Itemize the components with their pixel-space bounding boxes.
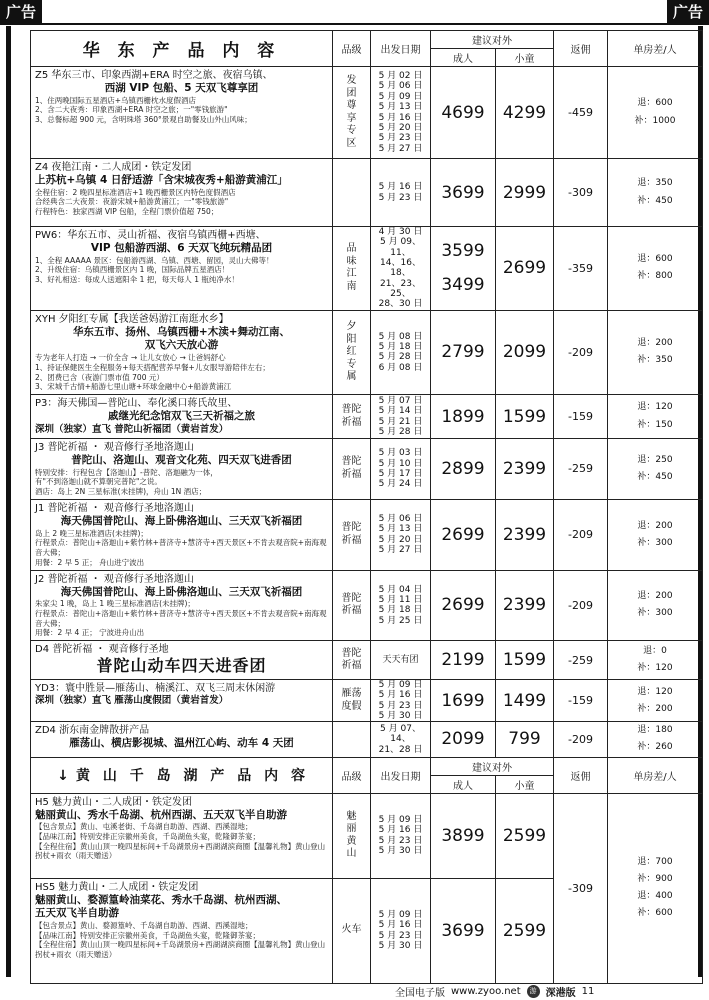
product-description <box>31 878 333 983</box>
ad-label-left: 广告 <box>0 0 42 24</box>
product-code-line: H5 魅力黄山・二人成团・铁定发团 <box>35 796 193 808</box>
rebate-value: -459 <box>554 67 608 159</box>
product-note: 2、团费已含（夜游门票市值 700 元） <box>35 372 164 382</box>
product-level <box>333 722 371 757</box>
product-note: 【品味江南】特别安排正宗徽州美食，千岛湖鱼头宴，乾隆御茶宴； <box>35 930 260 940</box>
product-row <box>31 499 703 570</box>
adult-price: 1699 <box>431 679 496 721</box>
product-note: 全程住宿：2 晚四星标准酒店+1 晚西栅景区内特色度假酒店 <box>35 187 236 197</box>
adult-price: 2899 <box>431 439 496 500</box>
product-code-line: J1 普陀祈福 ・ 观音修行圣地洛迦山 <box>35 502 194 514</box>
rebate-value: -259 <box>554 439 608 500</box>
product-title-line: 深圳（独家）直飞 雁荡山度假团（黄岩首发） <box>35 694 229 706</box>
product-note: 岛上 2 晚三星标准酒店(未挂牌)； <box>35 528 148 538</box>
product-row <box>31 395 703 439</box>
adult-price: 3699 <box>431 159 496 227</box>
child-price: 2599 <box>496 878 554 983</box>
single-supplement: 退：700 补：900 退：400 补：600 <box>608 793 703 983</box>
down-arrow-icon: ↓ <box>57 768 73 785</box>
product-note: 【品味江南】特别安排正宗徽州美食，千岛湖鱼头宴，乾隆御茶宴； <box>35 831 260 841</box>
departure-dates: 5 月 04 日 5 月 11 日 5 月 18 日 5 月 25 日 <box>371 570 431 641</box>
product-note: 【包含景点】黄山、屯溪老街、千岛湖自助游、西湖、西溪湿地； <box>35 822 253 832</box>
page-number: 11 <box>581 986 595 997</box>
product-description <box>31 67 333 159</box>
footer-region: 深港版 <box>545 988 576 999</box>
departure-dates: 5 月 16 日 5 月 23 日 <box>371 159 431 227</box>
adult-price: 2699 <box>431 570 496 641</box>
product-row <box>31 793 703 878</box>
product-description <box>31 679 333 721</box>
rebate-value: -159 <box>554 395 608 439</box>
left-margin-bar <box>6 26 11 977</box>
product-title-line: 戚继光纪念馆双飞三天祈福之旅 <box>108 410 255 423</box>
product-description <box>31 159 333 227</box>
adult-price: 2099 <box>431 722 496 757</box>
product-table <box>30 30 703 984</box>
product-note: 有"不到洛迦山就不算朝完普陀"之说。 <box>35 477 162 487</box>
product-row <box>31 641 703 680</box>
product-level: 雁荡 度假 <box>333 679 371 721</box>
single-supplement: 退：200 补：350 <box>608 310 703 394</box>
product-note: 行程特色：独家西湖 VIP 包船，全程门票价值超 750； <box>35 207 219 217</box>
product-row <box>31 570 703 641</box>
product-note: 1、住两晚国际五星酒店+乌镇西栅枕水度假酒店 <box>35 95 197 105</box>
adult-price: 3699 <box>431 878 496 983</box>
departure-dates: 5 月 09 日 5 月 16 日 5 月 23 日 5 月 30 日 <box>371 793 431 878</box>
product-title-line: 雁荡山、横店影视城、温州江心屿、动车 4 天团 <box>69 737 294 750</box>
child-price: 2399 <box>496 570 554 641</box>
product-code-line: XYH 夕阳红专属【我送爸妈游江南逛水乡】 <box>35 313 229 325</box>
product-title-line: 西湖 VIP 包船、5 天双飞尊享团 <box>104 82 259 94</box>
adult-price-value: 3599 <box>441 241 485 262</box>
product-row <box>31 439 703 500</box>
product-title-line: 魅丽黄山、秀水千岛湖、杭州西湖、五天双飞半自助游 <box>35 808 287 821</box>
product-level: 普陀 祈福 <box>333 570 371 641</box>
header-rebate: 返佣 <box>554 757 608 793</box>
product-row <box>31 227 703 311</box>
product-description <box>31 310 333 394</box>
product-note: 3、总餐标超 900 元，含明珠塔 360°景观自助餐及山外山风味； <box>35 115 252 125</box>
header-single-supplement: 单房差/人 <box>608 757 703 793</box>
section-title-huadong: 华 东 产 品 内 容 <box>31 31 333 67</box>
single-supplement: 退：120 补：150 <box>608 395 703 439</box>
product-code-line: YD3：寰中胜景—雁荡山、楠溪江、双飞三周末休闲游 <box>35 682 276 694</box>
child-price: 2099 <box>496 310 554 394</box>
header-single-supplement: 单房差/人 <box>608 31 703 67</box>
rebate-value: -259 <box>554 641 608 680</box>
product-level: 普陀 祈福 <box>333 641 371 680</box>
product-row <box>31 722 703 757</box>
product-row <box>31 679 703 721</box>
product-note: 3、好礼相送：每成人送遮阳伞 1 把，每天每人 1 瓶纯净水！ <box>35 275 239 285</box>
header-adult: 成人 <box>431 775 496 793</box>
rebate-value: -309 <box>554 793 608 983</box>
product-level: 魅 丽 黄 山 <box>333 793 371 878</box>
product-code-line: J3 普陀祈福 ・ 观音修行圣地洛迦山 <box>35 442 194 454</box>
adult-price: 1899 <box>431 395 496 439</box>
departure-dates: 5 月 07 日 5 月 14 日 5 月 21 日 5 月 28 日 <box>371 395 431 439</box>
product-level: 火车 <box>333 878 371 983</box>
adult-price: 2699 <box>431 499 496 570</box>
product-description <box>31 793 333 878</box>
product-note: 特别安排：行程包含【洛迦山】-普陀、洛迦融为一体， <box>35 467 218 477</box>
product-title-line: 上苏杭+乌镇 4 日舒适游「含宋城夜秀+船游黄浦江」 <box>35 174 288 186</box>
departure-dates: 5 月 08 日 5 月 18 日 5 月 28 日 6 月 08 日 <box>371 310 431 394</box>
rebate-value: -209 <box>554 722 608 757</box>
product-code-line: J2 普陀祈福 ・ 观音修行圣地洛迦山 <box>35 573 194 585</box>
child-price: 4299 <box>496 67 554 159</box>
child-price: 2699 <box>496 227 554 311</box>
product-title-line: 普陀山动车四天进香团 <box>96 656 267 676</box>
departure-dates: 5 月 03 日 5 月 10 日 5 月 17 日 5 月 24 日 <box>371 439 431 500</box>
product-description <box>31 722 333 757</box>
rebate-value: -209 <box>554 499 608 570</box>
header-child: 小童 <box>496 775 554 793</box>
product-level: 普陀 祈福 <box>333 499 371 570</box>
product-note: 用餐：2 早 5 正； 舟山进宁波出 <box>35 557 145 567</box>
product-description <box>31 499 333 570</box>
top-rule <box>0 23 709 25</box>
product-code-line: HS5 魅力黄山・二人成团・铁定发团 <box>35 881 199 893</box>
single-supplement: 退：600 补：800 <box>608 227 703 311</box>
product-title-line: 华东五市、扬州、乌镇西栅+木渎+舞动江南、 <box>72 325 291 338</box>
product-note: 用餐：2 早 4 正； 宁波进舟山出 <box>35 628 145 638</box>
product-description <box>31 439 333 500</box>
product-title-line: 深圳（独家）直飞 普陀山祈福团（黄岩首发） <box>35 423 229 435</box>
adult-price: 4699 <box>431 67 496 159</box>
product-code-line: Z4 夜艳江南・二人成团・铁定发团 <box>35 162 192 173</box>
zyoo-logo-icon: 游 <box>527 985 540 998</box>
product-description <box>31 570 333 641</box>
product-description <box>31 227 333 311</box>
footer-site[interactable]: www.zyoo.net <box>451 986 521 997</box>
departure-dates: 5 月 06 日 5 月 13 日 5 月 20 日 5 月 27 日 <box>371 499 431 570</box>
rebate-value: -359 <box>554 227 608 311</box>
single-supplement: 退：0 补：120 <box>608 641 703 680</box>
product-title-line: VIP 包船游西湖、6 天双飞纯玩精品团 <box>90 242 273 254</box>
adult-price: 2199 <box>431 641 496 680</box>
header-suggested-price: 建议对外 <box>431 31 554 49</box>
product-note: 3、宋城千古情+船游七里山塘+环球金融中心+船游黄浦江 <box>35 382 232 392</box>
product-row <box>31 159 703 227</box>
header-child: 小童 <box>496 49 554 67</box>
product-title-line: 五天双飞半自助游 <box>35 907 119 920</box>
product-note: 合经典含二大夜景：夜游宋城+船游黄浦江；一"零钱旅游" <box>35 197 229 207</box>
single-supplement: 退：350 补：450 <box>608 159 703 227</box>
rebate-value: -159 <box>554 679 608 721</box>
departure-dates: 5 月 09 日 5 月 16 日 5 月 23 日 5 月 30 日 <box>371 679 431 721</box>
header-level: 品级 <box>333 757 371 793</box>
child-price: 2399 <box>496 439 554 500</box>
single-supplement: 退：180 补：260 <box>608 722 703 757</box>
child-price: 1499 <box>496 679 554 721</box>
header-rebate: 返佣 <box>554 31 608 67</box>
rebate-value: -209 <box>554 310 608 394</box>
single-supplement: 退：250 补：450 <box>608 439 703 500</box>
product-description <box>31 395 333 439</box>
adult-price: 2799 <box>431 310 496 394</box>
product-level <box>333 159 371 227</box>
page-footer <box>395 984 594 999</box>
header-adult: 成人 <box>431 49 496 67</box>
product-level: 普陀 祈福 <box>333 439 371 500</box>
departure-dates: 5 月 09 日 5 月 16 日 5 月 23 日 5 月 30 日 <box>371 878 431 983</box>
product-note: 行程景点：普陀山+洛迦山+紫竹林+普济寺+慧济寺+西天景区+不肯去观音院+南海观音大佛； <box>35 538 327 558</box>
departure-dates: 5 月 07、14、 21、28 日 <box>371 722 431 757</box>
header-dates: 出发日期 <box>371 757 431 793</box>
rebate-value: -309 <box>554 159 608 227</box>
product-note: 酒店：岛上 2N 三星标准(未挂牌)，舟山 1N 酒店； <box>35 487 207 497</box>
product-title-line: 双飞六天放心游 <box>144 339 219 352</box>
product-row <box>31 310 703 394</box>
departure-dates: 5 月 02 日 5 月 06 日 5 月 09 日 5 月 13 日 5 月 16 日 5 月 20 日 5 月 23 日 5 月 27 日 <box>371 67 431 159</box>
section-title-huangshan <box>31 757 333 793</box>
product-note: 1、全程 AAAAA 景区：包船游西湖、乌镇、西塘、留园，灵山大佛等！ <box>35 255 274 265</box>
child-price: 2999 <box>496 159 554 227</box>
product-note: 1、持证保健医生全程服务+每天搭配营养早餐+儿女服导游陪伴左右； <box>35 362 270 372</box>
product-note: 行程景点：普陀山+洛迦山+紫竹林+普济寺+慧济寺+西天景区+不肯去观音院+南海观音大佛； <box>35 608 327 628</box>
child-price: 799 <box>496 722 554 757</box>
product-note: 【全程住宿】黄山山顶一晚四星标间+千岛湖景房+西湖湖滨商圈【温馨礼物】黄山登山拐杖+雨衣（雨天赠送） <box>35 940 326 960</box>
section-title-text: 黄 山 千 岛 湖 产 品 内 容 <box>76 768 309 785</box>
product-level: 夕 阳 红 专 属 <box>333 310 371 394</box>
departure-dates: 天天有团 <box>371 641 431 680</box>
child-price: 2599 <box>496 793 554 878</box>
product-level: 发 团 尊 享 专 区 <box>333 67 371 159</box>
single-supplement: 退：120 补：200 <box>608 679 703 721</box>
single-supplement: 退：200 补：300 <box>608 570 703 641</box>
product-code-line: D4 普陀祈福 ・ 观音修行圣地 <box>35 644 169 656</box>
header-suggested-price: 建议对外 <box>431 757 554 775</box>
product-description <box>31 641 333 680</box>
header-dates: 出发日期 <box>371 31 431 67</box>
product-code-line: P3：海天佛国—普陀山、奉化溪口蒋氏故里、 <box>35 398 238 410</box>
product-note: 【全程住宿】黄山山顶一晚四星标间+千岛湖景房+西湖湖滨商圈【温馨礼物】黄山登山拐杖+雨衣（雨天赠送） <box>35 841 326 861</box>
product-title-line: 海天佛国普陀山、海上卧佛洛迦山、三天双飞祈福团 <box>60 585 303 598</box>
header-level: 品级 <box>333 31 371 67</box>
adult-price-value: 3499 <box>441 275 485 296</box>
product-note: 专为老年人打造 → 一价全含 → 让儿女放心 → 让爸妈舒心 <box>35 353 226 363</box>
product-title-line: 海天佛国普陀山、海上卧佛洛迦山、三天双飞祈福团 <box>60 514 303 527</box>
product-title-line: 普陀山、洛迦山、观音文化苑、四天双飞进香团 <box>71 454 292 467</box>
footer-edition: 全国电子版 <box>395 988 445 999</box>
child-price: 1599 <box>496 395 554 439</box>
rebate-value: -209 <box>554 570 608 641</box>
product-title-line: 魅丽黄山、婺源篁岭油菜花、秀水千岛湖、杭州西湖、 <box>35 893 287 906</box>
adult-price <box>431 227 496 311</box>
adult-price: 3899 <box>431 793 496 878</box>
product-row <box>31 67 703 159</box>
product-level: 普陀 祈福 <box>333 395 371 439</box>
child-price: 1599 <box>496 641 554 680</box>
product-note: 【包含景点】黄山、婺源篁岭、千岛湖自助游、西湖、西溪湿地； <box>35 920 253 930</box>
product-note: 朱家尖 1 晚，岛上 1 晚三星标准酒店(未挂牌)； <box>35 599 195 609</box>
product-code-line: Z5 华东三市、印象西湖+ERA 时空之旅、夜宿乌镇、 <box>35 70 273 81</box>
product-code-line: ZD4 浙东南金牌散拼产品 <box>35 725 150 737</box>
departure-dates: 4 月 30 日 5 月 09、11、 14、16、18、 21、23、25、 28、30 日 <box>371 227 431 311</box>
product-note: 2、升级住宿：乌镇西栅景区内 1 晚，国际品牌五星酒店！ <box>35 265 230 275</box>
child-price: 2399 <box>496 499 554 570</box>
product-code-line: PW6：华东五市、灵山祈福、夜宿乌镇西栅+西塘、 <box>35 230 266 241</box>
single-supplement: 退：600 补：1000 <box>608 67 703 159</box>
ad-label-right: 广告 <box>667 0 709 24</box>
product-note: 2、含二大夜秀：印象西湖+ERA 时空之旅；一"零钱旅游" <box>35 105 228 115</box>
product-level: 品 味 江 南 <box>333 227 371 311</box>
single-supplement: 退：200 补：300 <box>608 499 703 570</box>
